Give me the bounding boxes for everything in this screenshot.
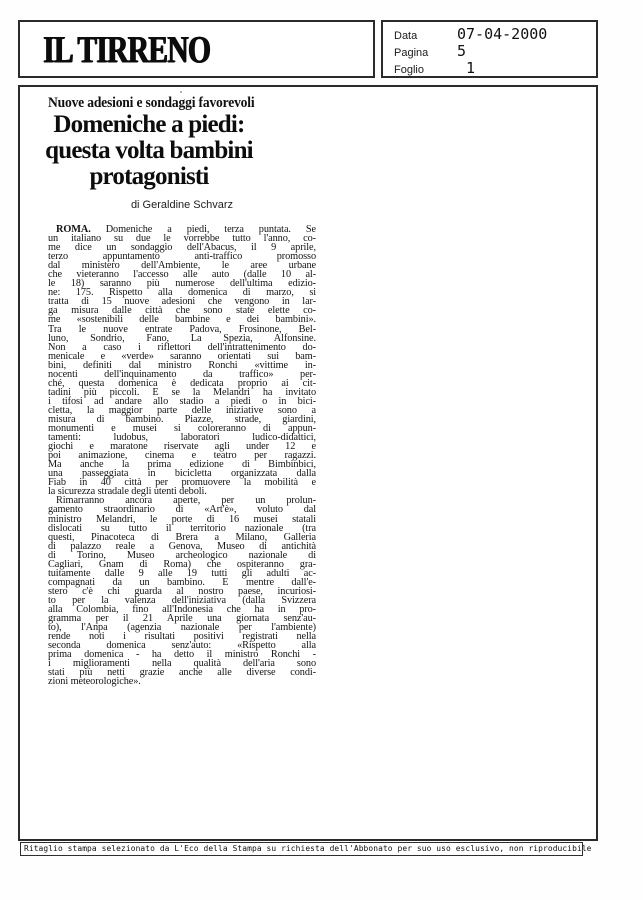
meta-value: 5	[457, 42, 467, 60]
clipping-meta-box	[381, 20, 598, 78]
body-line: ne: 175. Rispetto alla domenica di marzo, si	[48, 287, 316, 299]
body-line: rende noti i risultati positivi registrati nella	[48, 631, 316, 643]
body-line: dal ministero dell'Ambiente, le aree urbane	[48, 260, 316, 272]
body-line: stati più netti grazie anche alle diverse condi-	[48, 667, 316, 679]
body-line: menicale e «verde» saranno orientati sui bam-	[48, 350, 316, 362]
meta-label: Foglio	[394, 64, 424, 76]
headline-line: questa volta bambini	[45, 137, 253, 164]
body-line: gramma per il 21 Aprile una giornata senz'au-	[48, 613, 316, 625]
body-line: compagnati da un bambino. E mentre dall'e-	[48, 576, 316, 588]
body-line: seconda domenica senz'auto: «Rispetto alla	[48, 640, 316, 652]
body-line: le 18) saranno più numerose dell'ultima edizio-	[48, 278, 316, 290]
body-line: giochi e maratone riservate agli under 12 e	[48, 441, 316, 453]
article-kicker: Nuove adesioni e sondaggi favorevoli	[48, 95, 255, 111]
body-line: ga misura dalle città che sono state elette co-	[48, 305, 316, 317]
meta-row	[394, 42, 596, 59]
body-line: luno, Sondrio, Fano, La Spezia, Alfonsine.	[48, 332, 316, 344]
body-line: tamenti: ludobus, laboratori ludico-didattici,	[48, 432, 316, 444]
body-line: ché, questa domenica è dedicata proprio ai cit-	[48, 377, 316, 389]
body-line: poi animazione, cinema e teatro per ragazzi.	[48, 450, 316, 462]
footer-text: Ritaglio stampa selezionato da L'Eco della Stampa su richiesta dell'Abbonato per suo uso esclusivo, non riproducibile	[24, 844, 592, 853]
body-line: che vieteranno l'accesso alle auto (dalle 10 al-	[48, 269, 316, 281]
body-line: tadini più piccoli. E se la Melandri ha invitato	[48, 386, 316, 398]
press-agency-footer	[20, 842, 592, 856]
body-line: questi, Pinacoteca di Brera a Milano, Galleria	[48, 531, 316, 543]
body-line: la sicurezza stradale degli utenti deboli.	[48, 486, 207, 498]
meta-value: 1	[466, 59, 476, 77]
masthead-box	[18, 20, 375, 78]
body-line: zioni meteorologiche».	[48, 676, 141, 688]
body-line: i miglioramenti nella qualità dell'aria sono	[48, 658, 316, 670]
body-line: Cagliari, Gnam di Roma) che ospiteranno gra-	[48, 558, 316, 570]
body-line: Fiab in 40 città per promuovere la mobilità e	[48, 477, 316, 489]
body-line: Ma anche la prima edizione di Bimbinbici,	[48, 459, 316, 471]
article-byline: di Geraldine Schvarz	[130, 199, 234, 211]
body-line: tuitamente dalle 9 alle 19 tutti gli adulti ac-	[48, 567, 316, 579]
body-line: monumenti e musei si coloreranno di appun-	[48, 423, 316, 435]
body-line: alla Colombia, fino all'Indonesia che ha in pro-	[48, 603, 316, 615]
article-box	[18, 85, 598, 841]
scan-speck	[180, 91, 182, 93]
meta-label: Pagina	[394, 47, 429, 59]
body-line: di Torino, Museo archeologico nazionale di	[48, 549, 316, 561]
body-line: me dice un sondaggio dell'Abacus, il 9 aprile,	[48, 242, 316, 254]
meta-row	[394, 59, 596, 76]
body-line: ministro Melandri, le porte di 16 musei statali	[48, 513, 316, 525]
body-line: i tifosi ad andare allo stadio a piedi o in bici-	[48, 395, 316, 407]
newspaper-logo: IL TIRRENO	[43, 29, 211, 71]
body-line: un italiano su due le vorrebbe tutto l'anno, co-	[48, 233, 316, 245]
body-line: Rimarranno ancora aperte, per un prolun-	[56, 495, 316, 507]
headline-line: Domeniche a piedi:	[53, 111, 245, 138]
body-line: cletta, la maggior parte delle iniziative sono a	[48, 404, 316, 416]
body-line: una passeggiata in bicicletta organizzata dalla	[48, 468, 316, 480]
meta-row	[394, 25, 596, 42]
headline-line: protagonisti	[89, 163, 209, 190]
body-line: prima domenica - ha detto il ministro Ronchi -	[48, 649, 316, 661]
body-line: Non a caso i riflettori dell'intrattenimento do-	[48, 341, 316, 353]
body-line: stero c'è chi guarda al nostro paese, incuriosi-	[48, 585, 316, 597]
body-line: to), l'Anpa (agenzia nazionale per l'ambiente)	[48, 622, 316, 634]
body-line: misura di bambino. Piazze, strade, giardini,	[48, 413, 316, 425]
body-line: dislocati su tutto il territorio nazionale (tra	[48, 522, 316, 534]
meta-label: Data	[394, 30, 418, 42]
body-line: me «sostenibili delle bambine e dei bambini».	[48, 314, 316, 326]
body-line: nocenti dell'inquinamento da traffico» per-	[48, 368, 316, 380]
article-headline	[44, 112, 254, 190]
meta-value: 07-04-2000	[457, 25, 548, 43]
article-body	[48, 225, 316, 686]
body-line: terzo appuntamento anti-traffico promosso	[48, 251, 316, 263]
body-line: gamento straordinario di «Art'è», voluto dal	[48, 504, 316, 516]
body-line: bini, definiti dal ministro Ronchi «vittime in-	[48, 359, 316, 371]
body-line: tratta di 15 nuove adesioni che vengono in lar-	[48, 296, 316, 308]
body-line: to per la valenza dell'iniziativa (dalla Svizzera	[48, 594, 316, 606]
body-line: Tra le nuove entrate Padova, Frosinone, Bel-	[48, 323, 316, 335]
body-line: di palazzo reale a Genova, Museo di antichità	[48, 540, 316, 552]
body-line: ROMA. Domeniche a piedi, terza puntata. Se	[56, 224, 316, 235]
